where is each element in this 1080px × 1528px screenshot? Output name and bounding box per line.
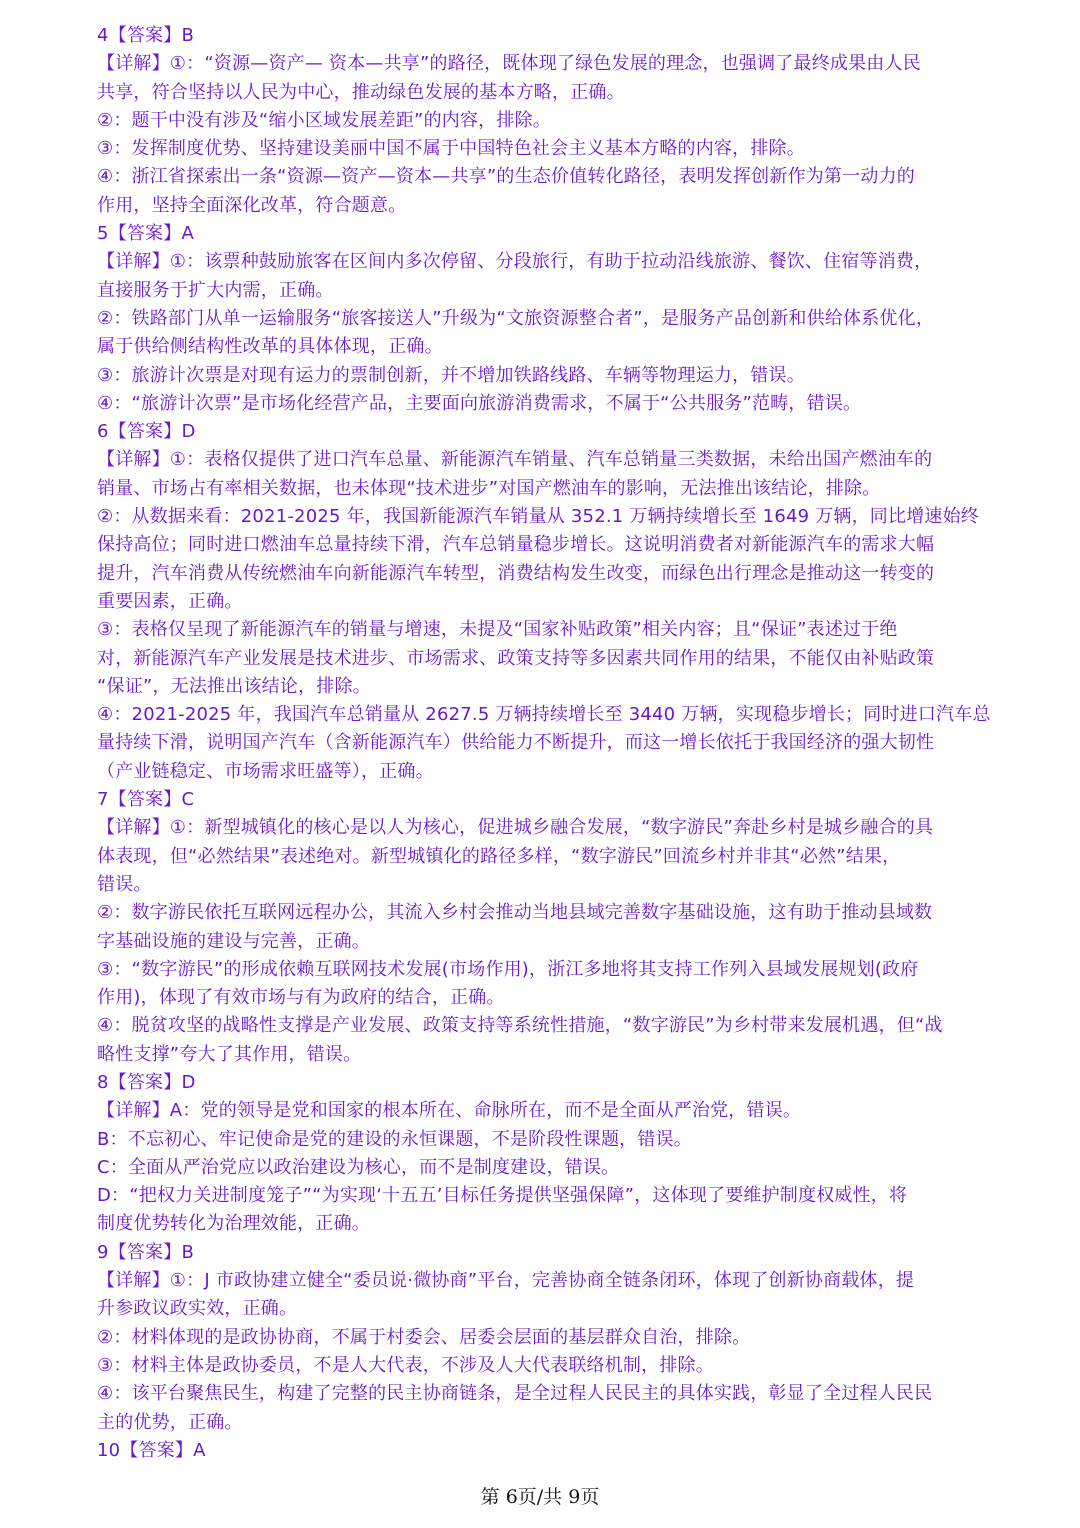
text-line: ④：脱贫攻坚的战略性支撑是产业发展、政策支持等系统性措施，“数字游民”为乡村带来发展机遇，但“战 bbox=[97, 1015, 943, 1037]
text-line: 7【答案】C bbox=[97, 789, 195, 811]
text-line: ②：数字游民依托互联网远程办公，其流入乡村会推动当地县域完善数字基础设施，这有助于推动县域数 bbox=[97, 902, 933, 924]
text-line: 8【答案】D bbox=[97, 1071, 196, 1093]
text-line: 4【答案】B bbox=[97, 25, 195, 46]
text-line: 升参政议政实效，正确。 bbox=[97, 1298, 298, 1320]
text-line: 量持续下滑，说明国产汽车（含新能源汽车）供给能力不断提升，而这一增长依托于我国经济的强大韧性 bbox=[97, 732, 935, 754]
text-line: “保证”，无法推出该结论，排除。 bbox=[97, 675, 371, 697]
text-line: 直接服务于扩大内需，正确。 bbox=[97, 279, 334, 301]
text-line: 字基础设施的建设与完善，正确。 bbox=[97, 930, 370, 952]
text-line: D：“把权力关进制度笼子”“为实现‘十五五’目标任务提供坚强保障”，这体现了要维护制度权威性，将 bbox=[97, 1185, 908, 1207]
text-line: ④：2021-2025 年，我国汽车总销量从 2627.5 万辆持续增长至 3440 万辆，实现稳步增长；同时进口汽车总 bbox=[97, 704, 991, 726]
text-line: 作用，坚持全面深化改革，符合题意。 bbox=[97, 194, 407, 216]
text-line: ③：表格仅呈现了新能源汽车的销量与增速，未提及“国家补贴政策”相关内容；且“保证”表述过于绝 bbox=[97, 619, 898, 641]
text-line: 【详解】①：J 市政协建立健全“委员说·微协商”平台，完善协商全链条闭环，体现了创新协商载体，提 bbox=[97, 1270, 915, 1292]
text-line: 9【答案】B bbox=[97, 1241, 195, 1263]
text-line: ②：题干中没有涉及“缩小区域发展差距”的内容，排除。 bbox=[97, 109, 551, 131]
text-line: 属于供给侧结构性改革的具体体现，正确。 bbox=[97, 336, 443, 358]
text-line: 【详解】①：该票种鼓励旅客在区间内多次停留、分段旅行，有助于拉动沿线旅游、餐饮、住宿等消费， bbox=[97, 251, 933, 273]
text-line: 销量、市场占有率相关数据，也未体现“技术进步”对国产燃油车的影响，无法推出该结论，排除。 bbox=[97, 477, 881, 499]
answer-content bbox=[97, 22, 989, 1465]
text-line: ②：材料体现的是政协协商，不属于村委会、居委会层面的基层群众自治，排除。 bbox=[97, 1326, 751, 1348]
text-line: ③：“数字游民”的形成依赖互联网技术发展(市场作用)，浙江多地将其支持工作列入县域发展规划(政府 bbox=[97, 958, 919, 980]
text-line: C：全面从严治党应以政治建设为核心，而不是制度建设，错误。 bbox=[97, 1156, 620, 1178]
text-line: ④：“旅游计次票”是市场化经营产品，主要面向旅游消费需求，不属于“公共服务”范畴，错误。 bbox=[97, 392, 862, 414]
text-line: 体表现，但“必然结果”表述绝对。新型城镇化的路径多样，“数字游民”回流乡村并非其“必然”结果， bbox=[97, 845, 901, 867]
text-line: 【详解】A：党的领导是党和国家的根本所在、命脉所在，而不是全面从严治党，错误。 bbox=[97, 1100, 802, 1122]
text-line: B：不忘初心、牢记使命是党的建设的永恒课题，不是阶段性课题，错误。 bbox=[97, 1128, 692, 1150]
text-line: 【详解】①：新型城镇化的核心是以人为核心，促进城乡融合发展，“数字游民”奔赴乡村是城乡融合的具 bbox=[97, 817, 934, 839]
text-line: 10【答案】A bbox=[97, 1439, 206, 1461]
text-line: 【详解】①：表格仅提供了进口汽车总量、新能源汽车销量、汽车总销量三类数据，未给出国产燃油车的 bbox=[97, 449, 933, 471]
text-line: 保持高位；同时进口燃油车总量持续下滑，汽车总销量稳步增长。这说明消费者对新能源汽车的需求大幅 bbox=[97, 534, 935, 556]
text-line: 主的优势，正确。 bbox=[97, 1411, 243, 1433]
page-footer: 第 6页/共 9页 bbox=[480, 1486, 600, 1508]
text-line: 作用)，体现了有效市场与有为政府的结合，正确。 bbox=[97, 987, 505, 1009]
text-line: ④：该平台聚焦民生，构建了完整的民主协商链条，是全过程人民民主的具体实践，彰显了全过程人民民 bbox=[97, 1383, 933, 1405]
text-line: 共享，符合坚持以人民为中心，推动绿色发展的基本方略，正确。 bbox=[97, 81, 625, 103]
text-line: 错误。 bbox=[97, 873, 152, 895]
text-line: 6【答案】D bbox=[97, 421, 196, 443]
text-line: 5【答案】A bbox=[97, 223, 194, 245]
text-line: 【详解】①：“资源—资产— 资本—共享”的路径，既体现了绿色发展的理念，也强调了最终成果由人民 bbox=[97, 53, 921, 75]
text-line: 略性支撑”夸大了其作用，错误。 bbox=[97, 1043, 362, 1065]
text-line: 对，新能源汽车产业发展是技术进步、市场需求、政策支持等多因素共同作用的结果，不能仅由补贴政策 bbox=[97, 647, 935, 669]
text-line: 制度优势转化为治理效能，正确。 bbox=[97, 1213, 370, 1235]
text-line: 提升，汽车消费从传统燃油车向新能源汽车转型，消费结构发生改变，而绿色出行理念是推动这一转变的 bbox=[97, 562, 935, 584]
text-line: ②：从数据来看：2021-2025 年，我国新能源汽车销量从 352.1 万辆持续增长至 1649 万辆，同比增速始终 bbox=[97, 506, 979, 528]
text-line: ③：材料主体是政协委员，不是人大代表，不涉及人大代表联络机制，排除。 bbox=[97, 1354, 714, 1376]
text-line: ②：铁路部门从单一运输服务“旅客接送人”升级为“文旅资源整合者”，是服务产品创新和供给体系优化， bbox=[97, 307, 935, 329]
text-line: ③：旅游计次票是对现有运力的票制创新，并不增加铁路线路、车辆等物理运力，错误。 bbox=[97, 364, 805, 386]
text-line: 重要因素，正确。 bbox=[97, 590, 243, 612]
text-line: ④：浙江省探索出一条“资源—资产—资本—共享”的生态价值转化路径，表明发挥创新作为第一动力的 bbox=[97, 166, 915, 188]
text-line: ③：发挥制度优势、坚持建设美丽中国不属于中国特色社会主义基本方略的内容，排除。 bbox=[97, 138, 805, 160]
text-line: （产业链稳定、市场需求旺盛等），正确。 bbox=[97, 760, 434, 782]
